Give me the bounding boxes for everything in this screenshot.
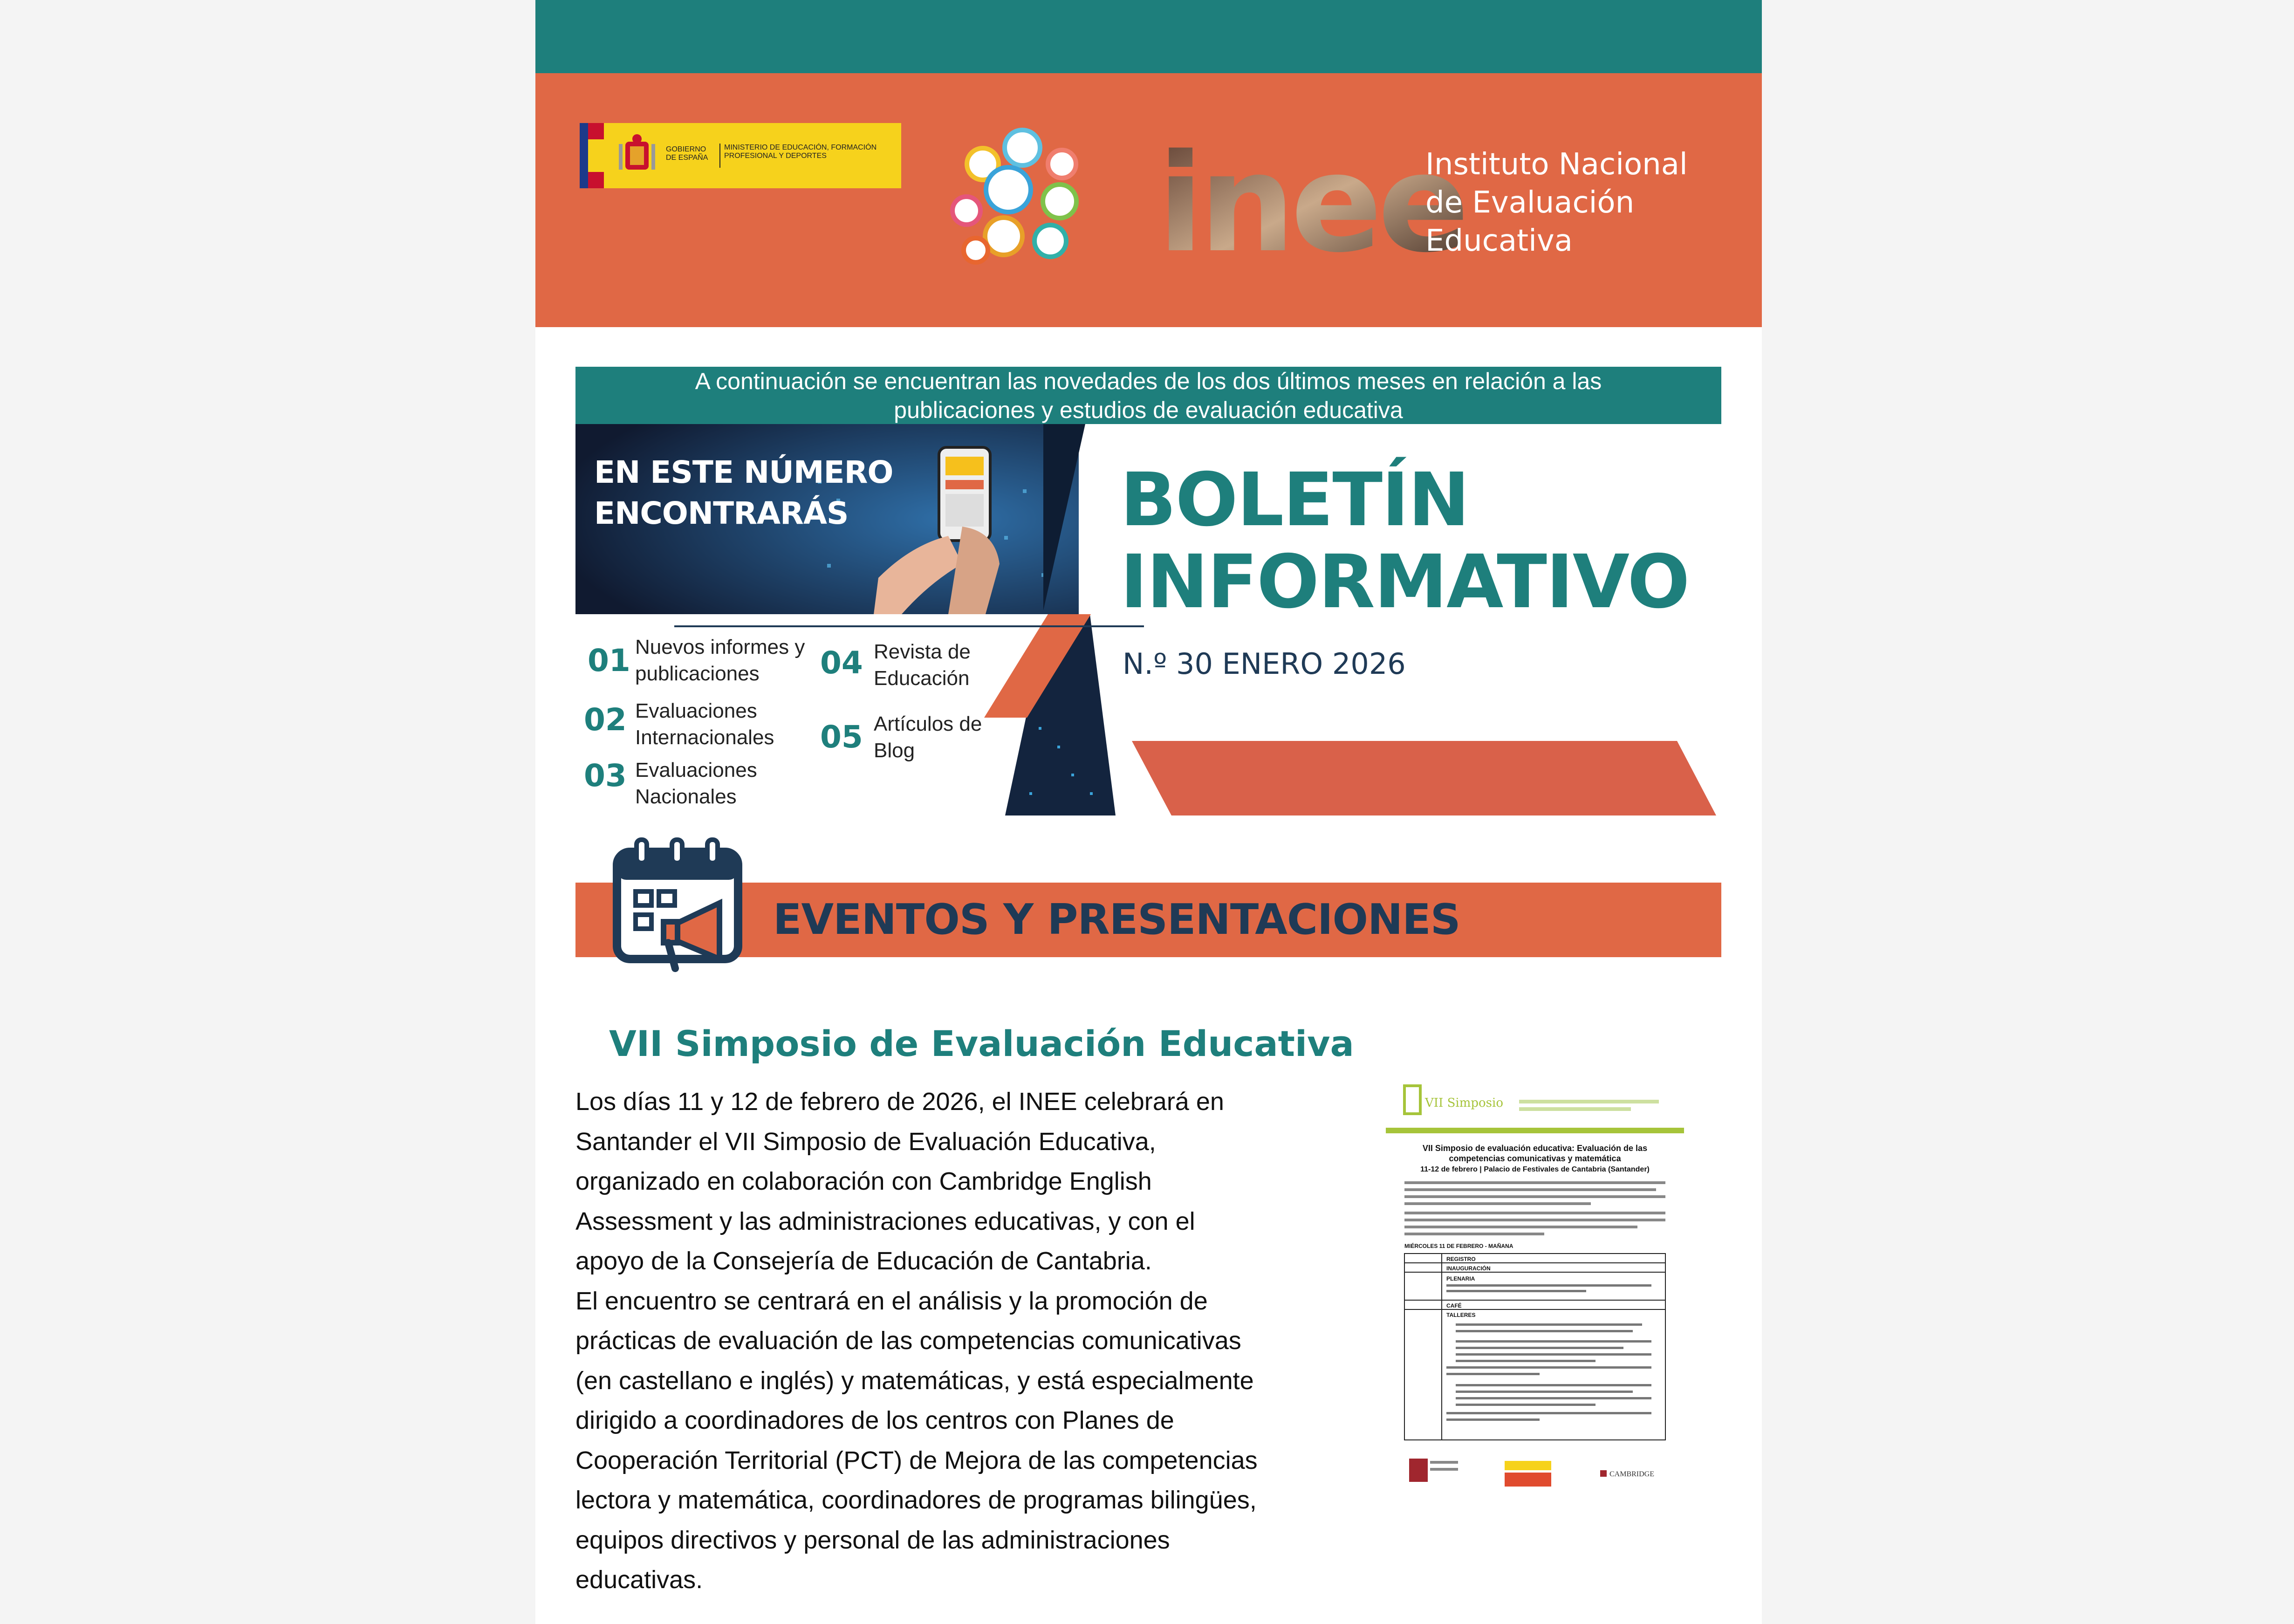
toc-item-articulos-blog[interactable]	[874, 711, 982, 764]
article-title[interactable]: VII Simposio de Evaluación Educativa	[609, 1023, 1354, 1064]
ministerio-text: MINISTERIO DE EDUCACIÓN, FORMACIÓN PROFESIONAL Y DEPORTES	[724, 144, 877, 160]
svg-text:INAUGURACIÓN: INAUGURACIÓN	[1446, 1265, 1491, 1272]
body-line: dirigido a coordinadores de los centros con Planes de	[575, 1406, 1174, 1434]
header-banner	[535, 73, 1762, 327]
hero-title	[594, 452, 893, 534]
svg-text:VII Simposio: VII Simposio	[1425, 1096, 1503, 1110]
body-line: Los días 11 y 12 de febrero de 2026, el INEE celebrará en	[575, 1088, 1224, 1116]
body-line: Santander el VII Simposio de Evaluación Educativa,	[575, 1127, 1156, 1156]
institute-name-line: Educativa	[1425, 224, 1573, 258]
institute-name	[1425, 145, 1742, 260]
toc-number: 03	[584, 758, 627, 794]
gears-logo-icon	[938, 120, 1106, 278]
toc-divider	[674, 625, 1144, 627]
body-line: organizado en colaboración con Cambridge English	[575, 1167, 1152, 1195]
toc-label-line: Evaluaciones	[635, 759, 757, 781]
bulletin-title-line: INFORMATIVO	[1120, 539, 1689, 625]
toc-label-line: publicaciones	[635, 662, 760, 685]
svg-text:CAFÉ: CAFÉ	[1446, 1302, 1462, 1309]
intro-bar	[575, 367, 1721, 424]
toc-label-line: Revista de	[874, 640, 971, 663]
toc-label-line: Artículos de	[874, 713, 982, 735]
divider	[719, 144, 720, 168]
toc-number: 01	[588, 643, 630, 678]
body-line: Cooperación Territorial (PCT) de Mejora de las competencias	[575, 1446, 1258, 1474]
svg-text:CAMBRIDGE: CAMBRIDGE	[1609, 1470, 1655, 1478]
calendar-megaphone-icon	[612, 838, 745, 973]
toc-item-revista-educacion[interactable]	[874, 638, 971, 692]
inee-logo-icon	[1157, 125, 1465, 282]
svg-text:inee: inee	[1157, 125, 1465, 282]
intro-line: publicaciones y estudios de evaluación educativa	[894, 397, 1403, 423]
gobierno-logo	[580, 123, 901, 188]
top-band	[535, 0, 1762, 73]
body-line: equipos directivos y personal de las administraciones	[575, 1526, 1170, 1554]
toc-label-line: Blog	[874, 739, 915, 762]
toc-item-nuevos-informes[interactable]	[635, 634, 805, 687]
simposio-flyer-image[interactable]	[1386, 1081, 1693, 1501]
svg-text:TALLERES: TALLERES	[1446, 1312, 1476, 1318]
toc-label-line: Nuevos informes y	[635, 636, 805, 658]
hero-title-line: ENCONTRARÁS	[594, 495, 849, 531]
toc-number: 05	[820, 719, 863, 755]
toc-number: 02	[584, 702, 627, 738]
section-title: EVENTOS Y PRESENTACIONES	[773, 895, 1460, 944]
body-line: apoyo de la Consejería de Educación de Cantabria.	[575, 1247, 1152, 1275]
dark-triangle-pattern	[1005, 614, 1116, 815]
eu-strip-icon	[580, 123, 588, 188]
bulletin-title-line: BOLETÍN	[1120, 457, 1469, 543]
toc-item-evaluaciones-internacionales[interactable]	[635, 698, 774, 751]
hero-title-line: EN ESTE NÚMERO	[594, 454, 893, 490]
article-body	[575, 1082, 1288, 1600]
hero-image	[575, 424, 1079, 614]
bulletin-title	[1120, 459, 1689, 623]
toc-item-evaluaciones-nacionales[interactable]	[635, 757, 757, 810]
coat-of-arms-icon	[616, 132, 658, 179]
svg-text:11-12 de febrero | Palacio de: 11-12 de febrero | Palacio de Festivales de Cantabria (Santander)	[1420, 1165, 1650, 1173]
svg-text:VII Simposio de evaluación edu: VII Simposio de evaluación educativa: Evaluación de las	[1422, 1144, 1648, 1153]
gobierno-text: GOBIERNO DE ESPAÑA	[666, 145, 708, 162]
toc-number: 04	[820, 645, 863, 681]
toc-label-line: Nacionales	[635, 785, 737, 808]
flyer-graphic	[1386, 1081, 1693, 1501]
newsletter-page	[535, 0, 1762, 1624]
body-line: Assessment y las administraciones educativas, y con el	[575, 1207, 1195, 1235]
body-line: lectora y matemática, coordinadores de programas bilingües,	[575, 1486, 1257, 1514]
body-line: (en castellano e inglés) y matemáticas, y está especialmente	[575, 1366, 1254, 1395]
body-line: educativas.	[575, 1566, 703, 1594]
institute-name-line: de Evaluación	[1425, 185, 1635, 220]
body-line: prácticas de evaluación de las competencias comunicativas	[575, 1327, 1241, 1355]
issue-number: N.º 30 ENERO 2026	[1123, 647, 1406, 681]
toc-label-line: Internacionales	[635, 726, 774, 749]
svg-text:competencias comunicativas y m: competencias comunicativas y matemática	[1449, 1154, 1621, 1163]
svg-text:MIÉRCOLES 11 DE FEBRERO - MAÑA: MIÉRCOLES 11 DE FEBRERO - MAÑANA	[1404, 1243, 1513, 1249]
toc-label-line: Evaluaciones	[635, 699, 757, 722]
toc-label-line: Educación	[874, 667, 970, 690]
institute-name-line: Instituto Nacional	[1425, 147, 1688, 182]
body-line: El encuentro se centrará en el análisis y la promoción de	[575, 1287, 1208, 1315]
svg-text:REGISTRO: REGISTRO	[1446, 1256, 1476, 1262]
intro-line: A continuación se encuentran las novedades de los dos últimos meses en relación a las	[695, 368, 1602, 394]
svg-text:PLENARIA: PLENARIA	[1446, 1275, 1475, 1282]
